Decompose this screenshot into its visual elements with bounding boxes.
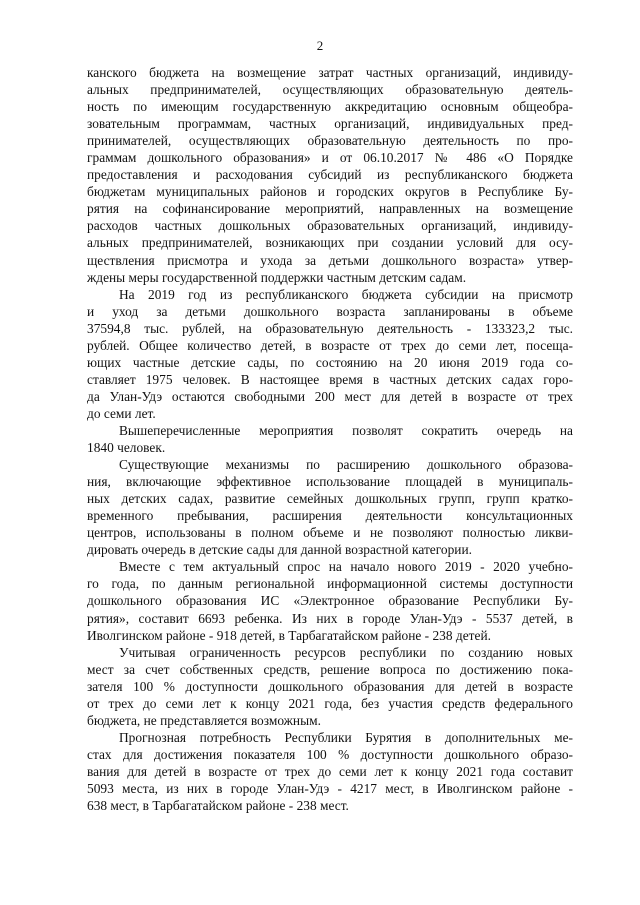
text-line: 638 мест, в Тарбагатайском районе - 238 мест. xyxy=(87,798,349,814)
paragraph-3 xyxy=(87,422,573,456)
text-line: стах для достижения показателя 100 % доступности дошкольного образо- xyxy=(87,746,573,762)
text-line: 5093 места, из них в городе Улан-Удэ - 4217 мест, в Иволгинском районе - xyxy=(87,780,573,796)
text-line: Прогнозная потребность Республики Бурятия в дополнительных ме- xyxy=(119,729,573,745)
text-line: ния, включающие эффективное использование площадей в муниципаль- xyxy=(87,474,573,490)
text-line: рятия на софинансирование мероприятий, направленных на возмещение xyxy=(87,201,573,217)
text-line: ставляет 1975 человек. В настоящее время в частных детских садах горо- xyxy=(87,371,573,387)
page-number: 2 xyxy=(316,38,324,53)
text-line: вания для детей в возрасте от трех до семи лет к концу 2021 года составит xyxy=(87,763,573,779)
text-line: до семи лет. xyxy=(87,405,156,421)
text-line: мест за счет собственных средств, решение вопроса по достижению пока- xyxy=(87,661,573,677)
text-line: принимателей, осуществляющих образовательную деятельность по про- xyxy=(87,133,573,149)
text-line: зовательным программам, частных организаций, индивидуальных пред- xyxy=(87,116,573,132)
text-line: граммам дошкольного образования» и от 06.10.2017 № 486 «О Порядке xyxy=(87,150,573,166)
text-line: ющих частные детские сады, по состоянию на 20 июня 2019 года со- xyxy=(87,354,573,370)
paragraph-2 xyxy=(87,286,573,422)
text-line: На 2019 год из республиканского бюджета субсидии на присмотр xyxy=(119,286,573,302)
text-line: Существующие механизмы по расширению дошкольного образова- xyxy=(119,457,573,473)
text-line: ность по имеющим государственную аккредитацию основным общеобра- xyxy=(87,99,573,115)
text-line: зателя 100 % доступности дошкольного образования для детей в возрасте xyxy=(87,678,573,694)
text-line: дировать очередь в детские сады для данной возрастной категории. xyxy=(87,542,472,558)
text-line: Вместе с тем актуальный спрос на начало нового 2019 - 2020 учебно- xyxy=(119,559,573,575)
text-line: 37594,8 тыс. рублей, на образовательную деятельность - 133323,2 тыс. xyxy=(87,320,573,336)
text-line: от трех до семи лет к концу 2021 года, без участия средств федерального xyxy=(87,695,573,711)
paragraph-7 xyxy=(87,729,573,814)
text-line: и уход за детьми дошкольного возраста запланированы в объеме xyxy=(87,303,573,319)
text-line: рублей. Общее количество детей, в возрасте от трех до семи лет, посеща- xyxy=(87,337,573,353)
paragraph-6 xyxy=(87,644,573,729)
text-line: ждены меры государственной поддержки частным детским садам. xyxy=(87,269,467,285)
text-line: го года, по данным региональной информационной системы доступности xyxy=(87,576,573,592)
text-line: 1840 человек. xyxy=(87,440,166,456)
text-line: канского бюджета на возмещение затрат частных организаций, индивиду- xyxy=(87,65,573,80)
paragraph-5 xyxy=(87,558,573,643)
text-line: расходов частных дошкольных образовательных организаций, индивиду- xyxy=(87,218,573,234)
text-line: бюджетам муниципальных районов и городских округов в Республике Бу- xyxy=(87,184,573,200)
text-line: ществления присмотра и ухода за детьми дошкольного возраста» утвер- xyxy=(87,252,573,268)
text-line: альных предпринимателей, возникающих при создании условий для осу- xyxy=(87,235,573,251)
text-line: Вышеперечисленные мероприятия позволят сократить очередь на xyxy=(119,422,573,438)
document-body xyxy=(87,64,573,814)
paragraph-4 xyxy=(87,456,573,558)
text-line: альных предпринимателей, осуществляющих образовательную деятель- xyxy=(87,82,573,98)
text-line: бюджета, не представляется возможным. xyxy=(87,712,321,728)
text-line: центров, использованы в полном объеме и не позволяют полностью ликви- xyxy=(87,525,573,541)
text-line: дошкольного образования ИС «Электронное образование Республики Бу- xyxy=(87,593,573,609)
text-line: рятия», составит 6693 ребенка. Из них в городе Улан-Удэ - 5537 детей, в xyxy=(87,610,573,626)
text-line: да Улан-Удэ остаются свободными 200 мест для детей в возрасте от трех xyxy=(87,388,573,404)
text-line: ных детских садах, развитие семейных дошкольных групп, групп кратко- xyxy=(87,491,573,507)
text-line: Иволгинском районе - 918 детей, в Тарбагатайском районе - 238 детей. xyxy=(87,627,491,643)
text-line: Учитывая ограниченность ресурсов республики по созданию новых xyxy=(119,644,573,660)
text-line: предоставления и расходования субсидий из республиканского бюджета xyxy=(87,167,573,183)
text-line: временного пребывания, расширения деятельности консультационных xyxy=(87,508,573,524)
paragraph-1 xyxy=(87,64,573,286)
